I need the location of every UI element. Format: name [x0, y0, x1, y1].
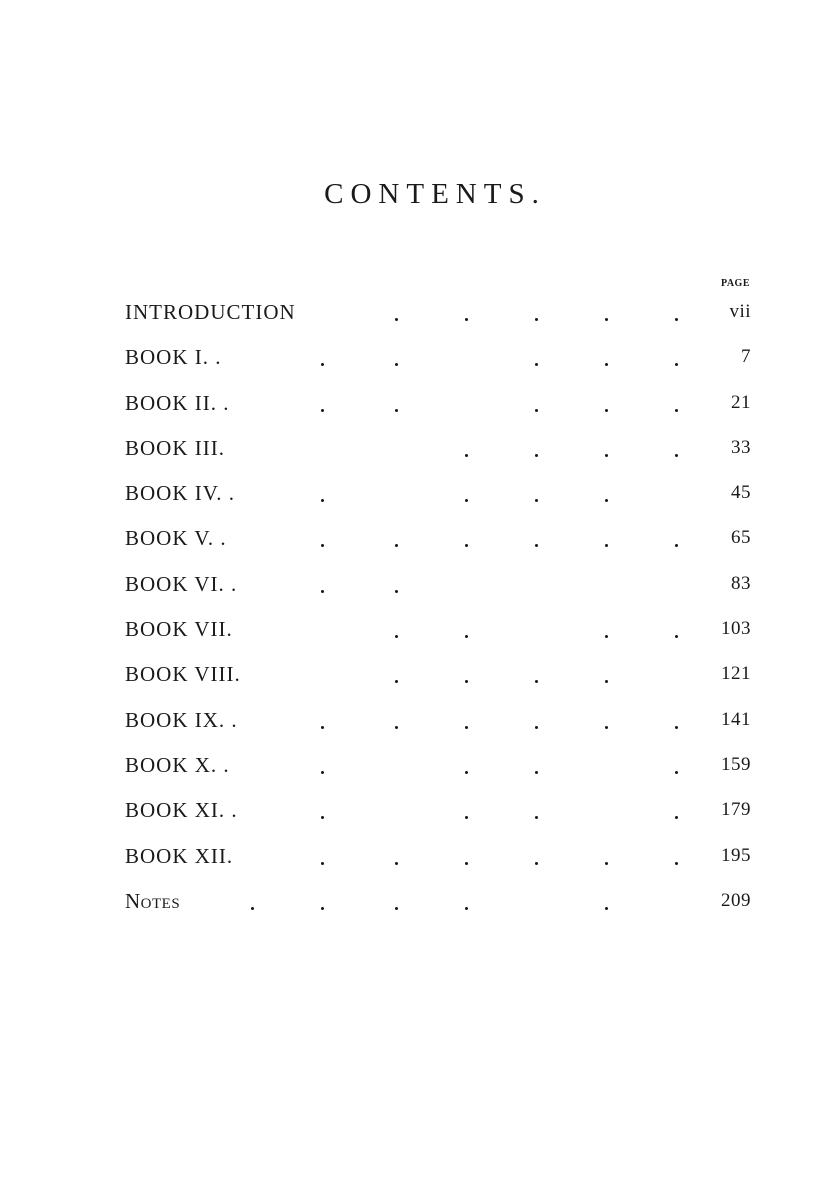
toc-entry-label: BOOK V. .: [125, 526, 227, 551]
leader-dot: [675, 635, 678, 638]
toc-entry-label: BOOK III.: [125, 435, 225, 460]
leader-dot: [675, 862, 678, 865]
leader-dot: [675, 409, 678, 412]
leader-dot: [605, 318, 608, 321]
leader-dot: [605, 726, 608, 729]
leader-dot: [321, 590, 324, 593]
toc-entry: [125, 840, 751, 885]
toc-entry-label: BOOK IX. .: [125, 707, 238, 732]
page-title: CONTENTS.: [324, 178, 546, 210]
toc-entry-page-number: 65: [731, 527, 751, 549]
toc-entry: [125, 568, 751, 613]
leader-dot: [605, 499, 608, 502]
toc-entry: [125, 613, 751, 658]
leader-dot: [395, 907, 398, 910]
toc-entry-label: BOOK VI. .: [125, 571, 238, 596]
toc-entry-page-number: 103: [721, 618, 751, 640]
toc-entry-label: BOOK XI. .: [125, 798, 238, 823]
leader-dot: [321, 409, 324, 412]
table-of-contents: [125, 296, 751, 930]
toc-entry-page-number: 21: [731, 391, 751, 413]
leader-dot: [675, 454, 678, 457]
toc-entry-page-number: 83: [731, 572, 751, 594]
leader-dot: [321, 544, 324, 547]
leader-dot: [605, 862, 608, 865]
toc-entry: [125, 432, 751, 477]
leader-dot: [465, 907, 468, 910]
toc-entry-page-number: 33: [731, 436, 751, 458]
toc-entry-page-number: 195: [721, 844, 751, 866]
toc-entry: [125, 885, 751, 930]
leader-dot: [535, 318, 538, 321]
leader-dot: [321, 816, 324, 819]
leader-dot: [395, 680, 398, 683]
leader-dot: [395, 544, 398, 547]
leader-dot: [675, 318, 678, 321]
leader-dot: [535, 726, 538, 729]
leader-dot: [321, 862, 324, 865]
leader-dot: [605, 454, 608, 457]
leader-dot: [465, 499, 468, 502]
leader-dot: [465, 771, 468, 774]
toc-entry-label: INTRODUCTION: [125, 300, 296, 324]
leader-dot: [465, 318, 468, 321]
toc-entry-label: Notes: [125, 888, 181, 913]
toc-entry-label: BOOK XII.: [125, 843, 234, 868]
leader-dot: [535, 409, 538, 412]
leader-dot: [465, 635, 468, 638]
toc-entry: [125, 704, 751, 749]
leader-dot: [675, 726, 678, 729]
toc-entry-label: BOOK I. .: [125, 345, 222, 370]
toc-entry-page-number: 141: [721, 708, 751, 730]
toc-entry: [125, 749, 751, 794]
toc-entry-page-number: vii: [729, 301, 751, 322]
leader-dot: [605, 409, 608, 412]
leader-dot: [675, 816, 678, 819]
toc-entry-label: BOOK IV. .: [125, 481, 235, 506]
leader-dot: [535, 363, 538, 366]
leader-dot: [535, 862, 538, 865]
leader-dot: [605, 635, 608, 638]
toc-entry: [125, 387, 751, 432]
toc-entry-label: BOOK VII.: [125, 617, 233, 642]
leader-dot: [535, 499, 538, 502]
toc-entry: [125, 341, 751, 386]
toc-entry: [125, 522, 751, 567]
toc-entry-page-number: 45: [731, 482, 751, 504]
leader-dot: [535, 771, 538, 774]
leader-dot: [321, 499, 324, 502]
toc-entry-label: BOOK VIII.: [125, 662, 241, 687]
toc-entry-label: BOOK II. .: [125, 390, 230, 415]
leader-dot: [465, 816, 468, 819]
leader-dot: [675, 771, 678, 774]
leader-dot: [535, 816, 538, 819]
leader-dot: [251, 907, 254, 910]
leader-dot: [605, 363, 608, 366]
leader-dot: [321, 363, 324, 366]
leader-dot: [465, 544, 468, 547]
leader-dot: [465, 726, 468, 729]
leader-dot: [465, 454, 468, 457]
toc-entry: [125, 296, 751, 341]
leader-dot: [535, 454, 538, 457]
toc-entry-page-number: 179: [721, 799, 751, 821]
leader-dot: [465, 680, 468, 683]
leader-dot: [321, 771, 324, 774]
page-column-header: PAGE: [720, 278, 750, 289]
leader-dot: [321, 726, 324, 729]
toc-entry-page-number: 159: [721, 753, 751, 775]
leader-dot: [675, 363, 678, 366]
toc-entry: [125, 658, 751, 703]
leader-dot: [321, 907, 324, 910]
leader-dot: [605, 907, 608, 910]
leader-dot: [535, 544, 538, 547]
toc-entry-label: BOOK X. .: [125, 752, 230, 777]
toc-entry-page-number: 121: [721, 663, 751, 685]
leader-dot: [395, 318, 398, 321]
leader-dot: [395, 635, 398, 638]
toc-entry: [125, 477, 751, 522]
leader-dot: [675, 544, 678, 547]
leader-dot: [605, 544, 608, 547]
toc-entry-page-number: 209: [721, 889, 751, 911]
leader-dot: [395, 363, 398, 366]
leader-dot: [465, 862, 468, 865]
toc-entry-page-number: 7: [741, 346, 751, 368]
leader-dot: [395, 590, 398, 593]
toc-entry: [125, 794, 751, 839]
leader-dot: [605, 680, 608, 683]
leader-dot: [395, 862, 398, 865]
leader-dot: [395, 409, 398, 412]
leader-dot: [395, 726, 398, 729]
leader-dot: [535, 680, 538, 683]
